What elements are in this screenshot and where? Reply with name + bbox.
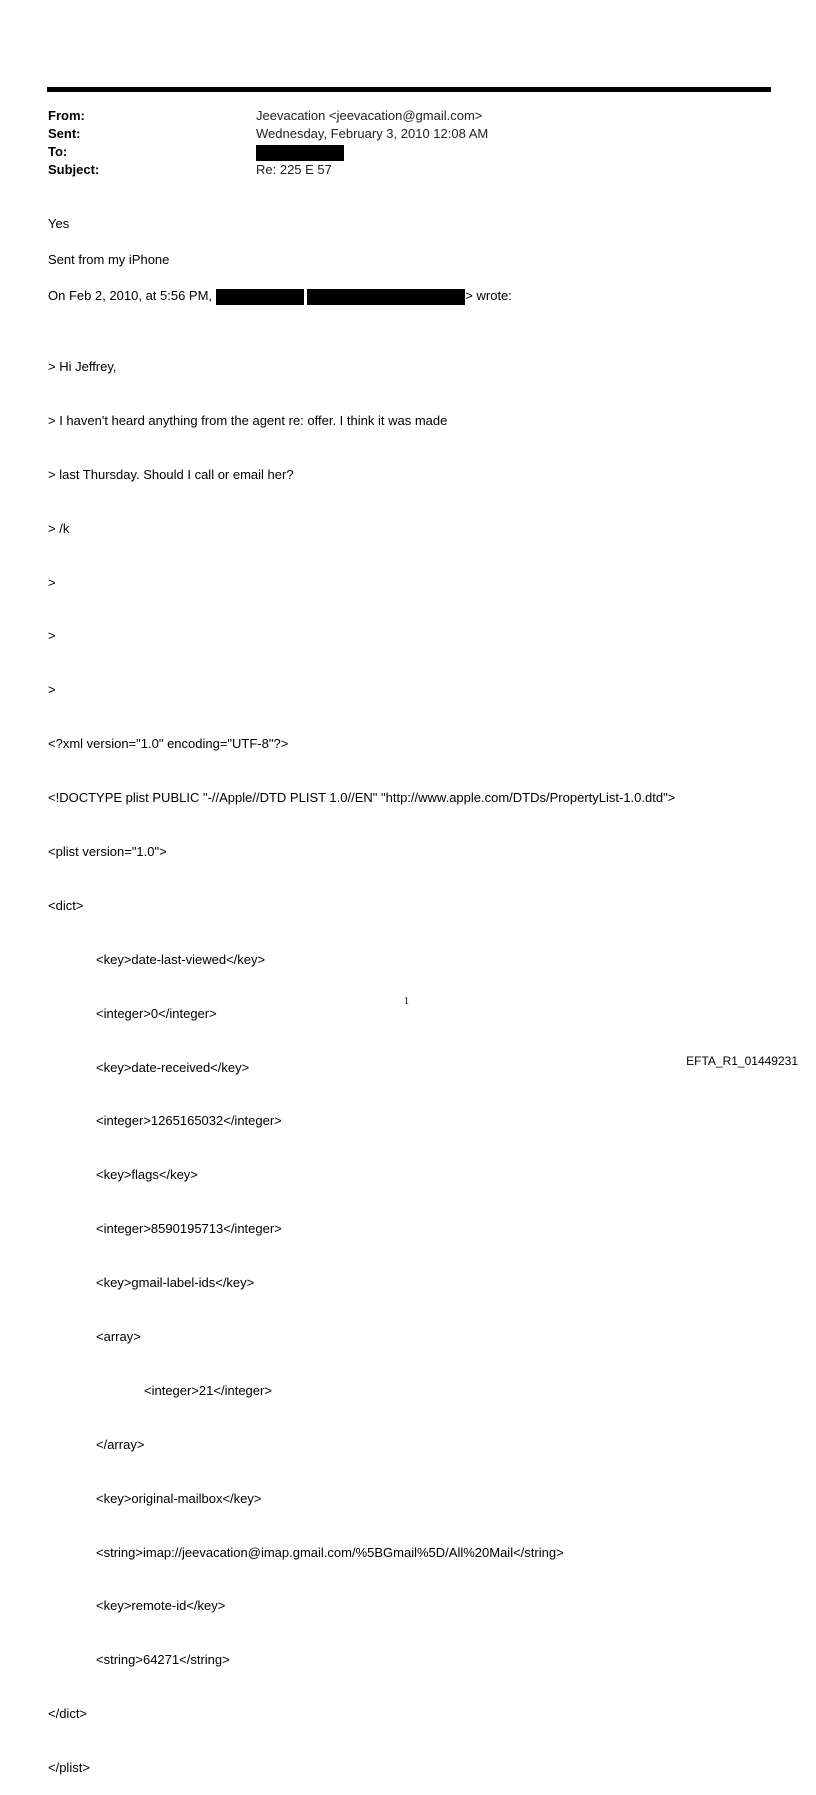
signature-text: Sent from my iPhone	[48, 252, 170, 267]
quote-intro-prefix: On Feb 2, 2010, at 5:56 PM,	[48, 288, 213, 303]
xml-line: <key>gmail-label-ids</key>	[96, 1275, 255, 1291]
xml-line: <integer>1265165032</integer>	[96, 1113, 282, 1129]
page-number: 1	[404, 996, 409, 1007]
to-value	[256, 143, 344, 161]
quoted-block	[48, 322, 675, 1795]
xml-line: <dict>	[48, 897, 84, 913]
quoted-line: > last Thursday. Should I call or email her?	[48, 466, 294, 482]
redaction-bar	[216, 289, 304, 305]
xml-line: <!DOCTYPE plist PUBLIC "-//Apple//DTD PLIST 1.0//EN" "http://www.apple.com/DTDs/PropertyList-1.0.dtd">	[48, 790, 676, 806]
quote-intro-suffix: > wrote:	[465, 288, 512, 303]
xml-line: <string>64271</string>	[96, 1652, 230, 1668]
xml-line: <?xml version="1.0" encoding="UTF-8"?>	[48, 736, 289, 752]
xml-line: <key>flags</key>	[96, 1167, 198, 1183]
sent-value: Wednesday, February 3, 2010 12:08 AM	[256, 126, 489, 141]
to-label: To:	[48, 144, 68, 159]
redaction-bar	[307, 289, 465, 305]
quoted-line: >	[48, 682, 56, 698]
quoted-line: > I haven't heard anything from the agent re: offer. I think it was made	[48, 412, 448, 428]
xml-line: <key>remote-id</key>	[96, 1598, 226, 1614]
quoted-line: >	[48, 628, 56, 644]
quoted-line: >	[48, 574, 56, 590]
xml-line: <key>date-last-viewed</key>	[96, 951, 266, 967]
xml-line: </array>	[96, 1436, 145, 1452]
xml-line: <plist version="1.0">	[48, 844, 167, 860]
xml-line: <string>imap://jeevacation@imap.gmail.com/%5BGmail%5D/All%20Mail</string>	[96, 1544, 564, 1560]
xml-line: </plist>	[48, 1760, 90, 1776]
sent-label: Sent:	[48, 126, 81, 141]
quoted-line: > /k	[48, 520, 70, 536]
from-value: Jeevacation <jeevacation@gmail.com>	[256, 108, 483, 123]
document-id: EFTA_R1_01449231	[686, 1054, 798, 1068]
xml-line: <integer>0</integer>	[96, 1005, 217, 1021]
quoted-line: > Hi Jeffrey,	[48, 359, 117, 374]
xml-line: <integer>8590195713</integer>	[96, 1221, 282, 1237]
reply-text: Yes	[48, 216, 70, 231]
quote-intro	[48, 287, 512, 305]
xml-line: </dict>	[48, 1706, 88, 1722]
subject-label: Subject:	[48, 162, 100, 177]
xml-line: <integer>21</integer>	[144, 1382, 272, 1398]
xml-line: <key>original-mailbox</key>	[96, 1490, 262, 1506]
xml-line: <key>date-received</key>	[96, 1059, 250, 1075]
xml-line: <array>	[96, 1329, 141, 1345]
from-label: From:	[48, 108, 85, 123]
header-rule	[47, 87, 771, 92]
redaction-bar	[256, 145, 344, 161]
subject-value: Re: 225 E 57	[256, 162, 332, 177]
